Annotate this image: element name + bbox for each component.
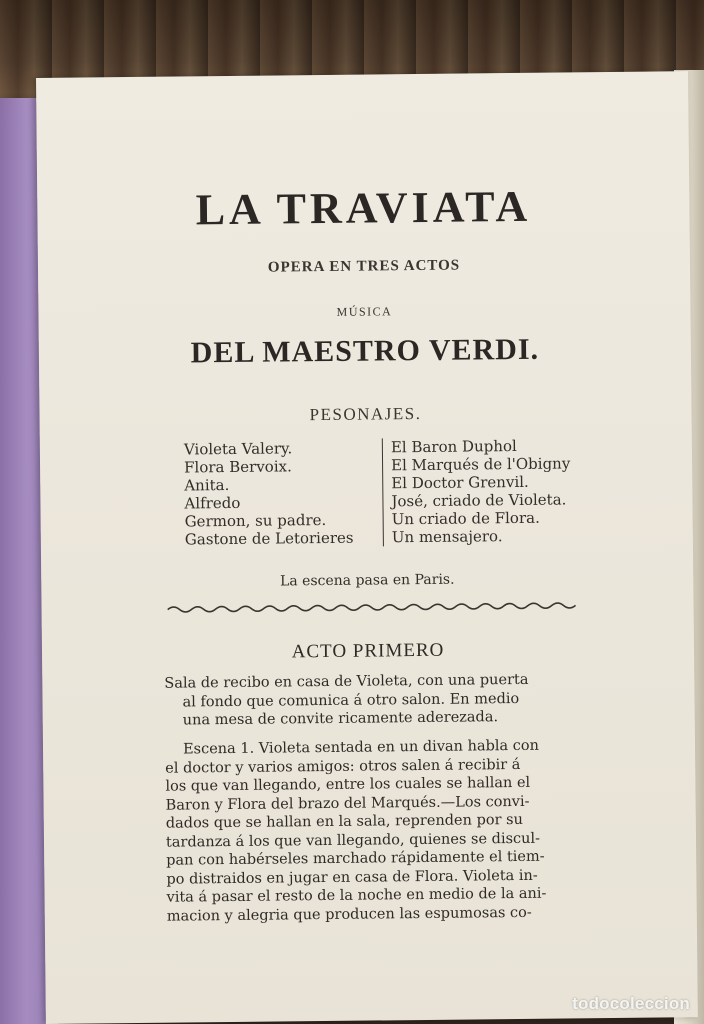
cast-entry: Un criado de Flora. [391, 508, 540, 529]
text-line: Baron y Flora del brazo del Marqués.—Los convi- [165, 793, 530, 814]
characters-heading: PESONAJES. [309, 403, 422, 425]
text-line: al fondo que comunica á otro salon. En medio [182, 690, 520, 710]
act-heading: ACTO PRIMERO [291, 639, 445, 663]
cast-entry: Alfredo [184, 493, 241, 513]
cast-entry: José, criado de Violeta. [391, 490, 567, 511]
cast-entry: Germon, su padre. [184, 510, 327, 531]
cast-entry: Flora Bervoix. [183, 457, 292, 477]
page-title: LA TRAVIATA [195, 181, 532, 235]
text-line: tardanza á los que van llegando, quienes se discul- [165, 830, 541, 851]
stage-description [164, 670, 605, 730]
text-line: Sala de recibo en casa de Violeta, con una puerta [164, 671, 529, 692]
composer-line: DEL MAESTRO VERDI. [190, 332, 540, 370]
cast-entry: Violeta Valery. [183, 439, 293, 459]
cast-entry: Gastone de Letorieres [184, 528, 354, 549]
text-line: los que van llegando, entre los cuales se hallan el [165, 774, 531, 795]
text-line: po distraidos en jugar en casa de Flora. Violeta in- [166, 867, 538, 888]
ornamental-rule [168, 600, 578, 614]
cast-column-right [391, 436, 571, 546]
music-label: MÚSICA [336, 304, 393, 319]
text-line: vita á pasar el resto de la noche en medio de la ani- [166, 885, 547, 906]
text-line: una mesa de convite ricamente aderezada. [182, 709, 499, 729]
cast-list [184, 436, 615, 548]
text-line: Escena 1. Violeta sentada en un divan habla con [182, 737, 539, 758]
text-line: macion y alegria que producen las espumosas co- [166, 904, 532, 925]
scene-one-text [165, 736, 607, 926]
cast-column-left [184, 438, 383, 548]
libretto-page [36, 71, 698, 1024]
cast-entry: Anita. [184, 475, 230, 495]
watermark-logo: todocoleccion [572, 994, 690, 1013]
subtitle: OPERA EN TRES ACTOS [267, 257, 461, 276]
cast-entry: El Marqués de l'Obigny [390, 454, 571, 475]
text-line: dados que se hallan en la sala, reprenden por su [165, 811, 523, 832]
text-line: pan con habérseles marchado rápidamente el tiem- [166, 848, 545, 869]
setting-line: La escena pasa en Paris. [279, 571, 455, 590]
cast-entry: Un mensajero. [391, 527, 503, 547]
cast-entry: El Baron Duphol [390, 436, 517, 457]
cast-entry: El Doctor Grenvil. [391, 472, 529, 493]
text-line: el doctor y varios amigos: otros salen á recibir á [165, 756, 521, 777]
cast-divider [382, 438, 384, 546]
